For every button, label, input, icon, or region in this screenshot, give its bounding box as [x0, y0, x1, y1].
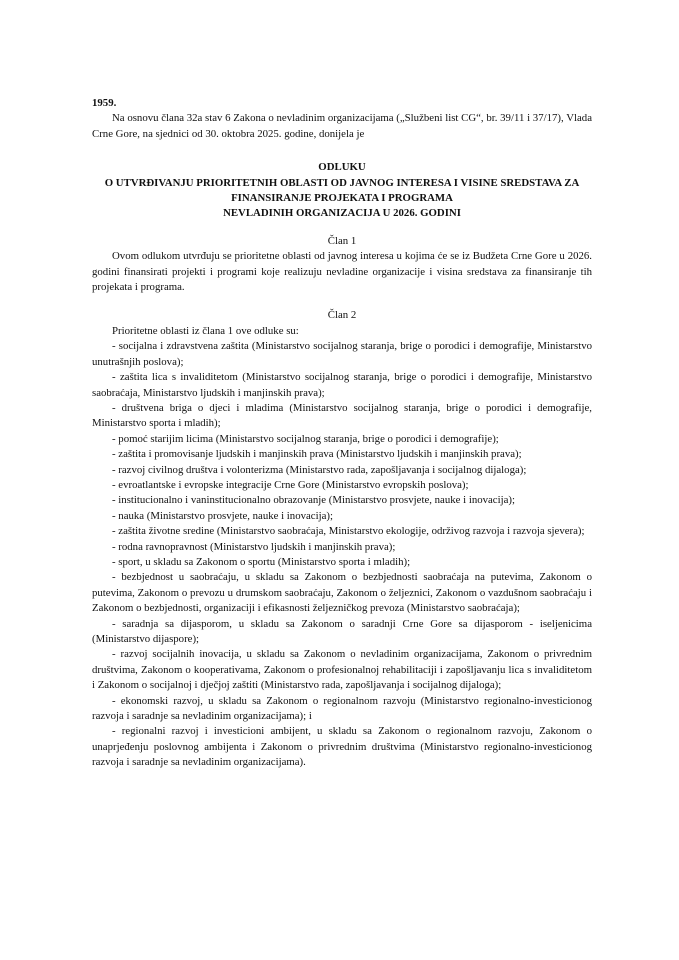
list-item: - zaštita životne sredine (Ministarstvo saobraćaja, Ministarstvo ekologije, održivog razvoja i razvoja sjevera);: [112, 525, 585, 538]
list-item: - rodna ravnopravnost (Ministarstvo ljudskih i manjinskih prava);: [112, 540, 396, 553]
title-line-2: O UTVRĐIVANJU PRIORITETNIH OBLASTI OD JAVNOG INTERESA I VISINE SREDSTAVA ZA: [104, 176, 580, 189]
list-item: - pomoć starijim licima (Ministarstvo socijalnog staranja, brige o porodici i demografije);: [112, 432, 499, 445]
list-item: - institucionalno i vaninstitucionalno obrazovanje (Ministarstvo prosvjete, nauke i inovacija);: [112, 494, 515, 507]
list-item: - nauka (Ministarstvo prosvjete, nauke i inovacija);: [112, 509, 333, 522]
document-page: [92, 96, 592, 771]
list-item: - bezbjednost u saobraćaju, u skladu sa Zakonom o bezbjednosti saobraćaja na putevima, Zakonom o putevima, Zakonom o prevozu u drumskom saobraćaju, Zakonom o željeznici, Zakonom o vazdušnom saobraćaju i Zakonom o bezbjednosti, organizaciji i efikasnosti željezničkog prevoza (Ministarstvo saobraćaja);: [92, 571, 592, 615]
article-2-heading: Član 2: [327, 309, 357, 322]
article-1-heading: Član 1: [327, 234, 357, 247]
preamble: Na osnovu člana 32a stav 6 Zakona o nevladinim organizacijama („Službeni list CG“, br. 39/11 i 37/17), Vlada Crne Gore, na sjednici od 30. oktobra 2025. godine, donijela je: [92, 112, 592, 140]
list-item: - ekonomski razvoj, u skladu sa Zakonom o regionalnom razvoju (Ministarstvo regionalno-investicionog razvoja i saradnje sa nevladinim organizacijama); i: [92, 694, 592, 723]
document-number: 1959.: [92, 97, 117, 109]
list-item: - razvoj socijalnih inovacija, u skladu sa Zakonom o nevladinim organizacijama, Zakonom o privrednim društvima, Zakonom o kooperativama, Zakonom o profesionalnoj rehabilitaciji i zapošljavanju lica s invaliditetom i Zakonom o socijalnoj i dječjoj zaštiti (Ministarstvo rada, zapošljavanja i socijalnog dijaloga);: [92, 648, 592, 692]
list-item: - sport, u skladu sa Zakonom o sportu (Ministarstvo sporta i mladih);: [112, 555, 411, 568]
title-line-1: ODLUKU: [318, 161, 366, 174]
title-line-3: FINANSIRANJE PROJEKATA I PROGRAMA: [231, 192, 453, 205]
list-item: - evroatlantske i evropske integracije Crne Gore (Ministarstvo evropskih poslova);: [112, 478, 469, 491]
list-item: - zaštita i promovisanje ljudskih i manjinskih prava (Ministarstvo ljudskih i manjinskih prava);: [112, 448, 522, 461]
priority-areas-list: [92, 339, 592, 770]
article-1-text: Ovom odlukom utvrđuju se prioritetne oblasti od javnog interesa u kojima će se iz Budžeta Crne Gore u 2026. godini finansirati projekti i programi koje realizuju nevladine organizacije i visina sredstava za finansiranje tih projekata i programa.: [92, 250, 592, 294]
article-2-intro: Prioritetne oblasti iz člana 1 ove odluke su:: [112, 324, 299, 337]
list-item: - saradnja sa dijasporom, u skladu sa Zakonom o saradnji Crne Gore sa dijasporom - iseljenicima (Ministarstvo dijaspore);: [92, 617, 592, 645]
list-item: - društvena briga o djeci i mladima (Ministarstvo socijalnog staranja, brige o porodici i demografije, Ministarstvo sporta i mladih);: [92, 401, 592, 430]
list-item: - socijalna i zdravstvena zaštita (Ministarstvo socijalnog staranja, brige o porodici i demografije, Ministarstvo unutrašnjih poslova);: [92, 340, 592, 368]
title-line-4: NEVLADINIH ORGANIZACIJA U 2026. GODINI: [223, 207, 461, 220]
list-item: - zaštita lica s invaliditetom (Ministarstvo socijalnog staranja, brige o porodici i demografije, Ministarstvo saobraćaja, Ministarstvo ljudskih i manjinskih prava);: [92, 371, 592, 399]
decision-title: [92, 160, 592, 222]
list-item: - regionalni razvoj i investicioni ambijent, u skladu sa Zakonom o regionalnom razvoju, Zakonom o unaprjeđenju poslovnog ambijenta i Zakonom o privrednim društvima (Ministarstvo regionalno-investicionog razvoja i saradnje sa nevladinim organizacijama).: [92, 725, 592, 769]
list-item: - razvoj civilnog društva i volonterizma (Ministarstvo rada, zapošljavanja i socijalnog dijaloga);: [112, 463, 527, 476]
